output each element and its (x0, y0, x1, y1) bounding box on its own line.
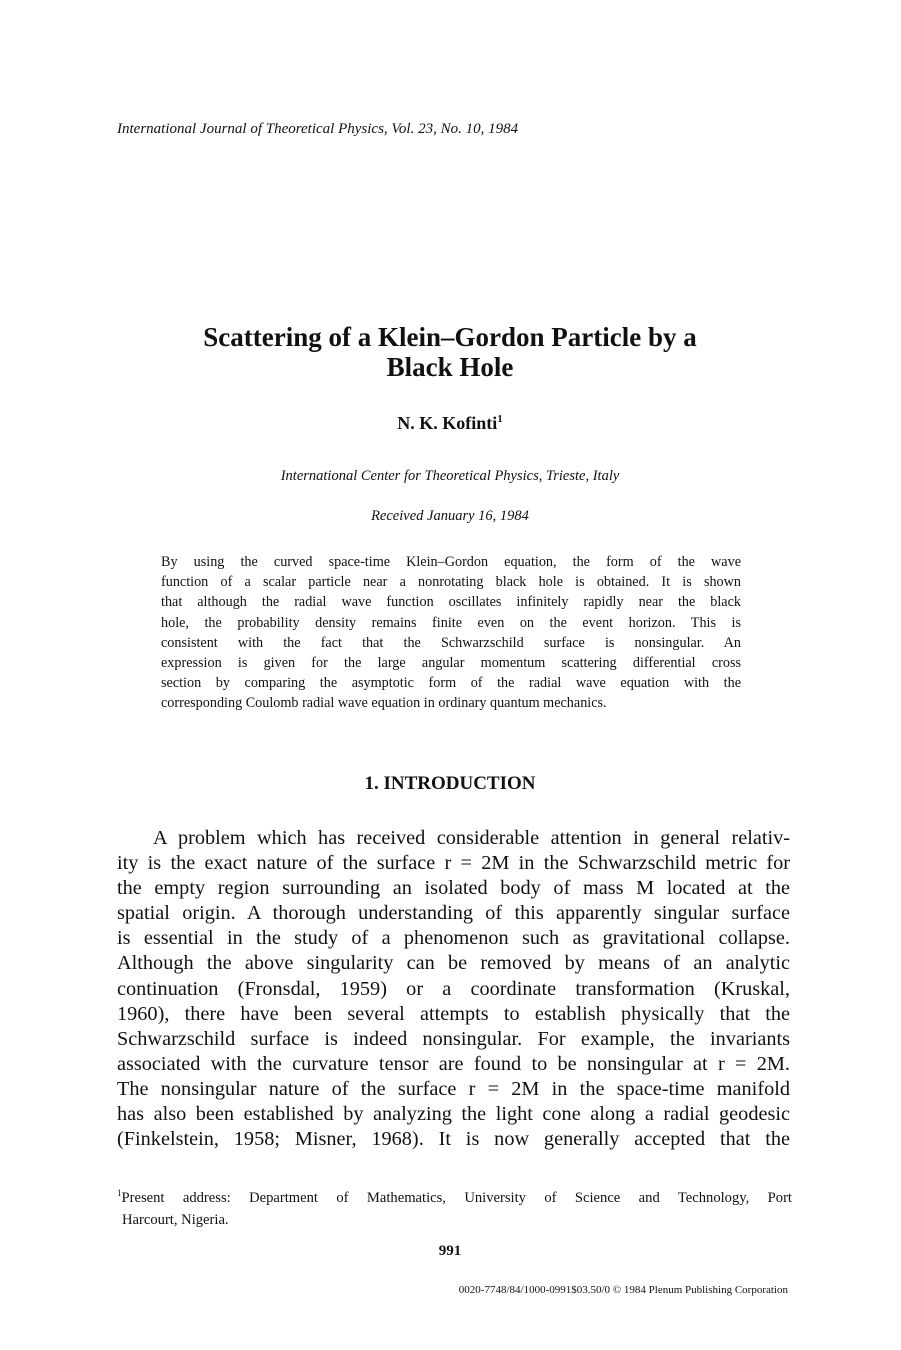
body-line: 1960), there have been several attempts to establish physically that the (117, 1002, 790, 1025)
footnote-line-2: Harcourt, Nigeria. (122, 1211, 229, 1228)
author-affiliation: International Center for Theoretical Physics, Trieste, Italy (280, 468, 620, 484)
author-footnote-mark: 1 (497, 413, 503, 425)
body-line: ity is the exact nature of the surface r = 2M in the Schwarzschild metric for (117, 852, 790, 875)
body-line: the empty region surrounding an isolated body of mass M located at the (117, 877, 790, 900)
footnote-text: Present address: Department of Mathematics, University of Science and Technology, Port (121, 1189, 792, 1206)
footnote-line-1 (117, 1182, 792, 1209)
abstract-line: that although the radial wave function oscillates infinitely rapidly near the black (161, 594, 741, 611)
footnote (117, 1182, 792, 1231)
body-line: associated with the curvature tensor are found to be nonsingular at r = 2M. (117, 1052, 790, 1075)
paper-title-line-2: Black Hole (386, 352, 514, 382)
paper-title (100, 322, 800, 382)
abstract-line: function of a scalar particle near a nonrotating black hole is obtained. It is shown (161, 574, 741, 591)
body-line: The nonsingular nature of the surface r = 2M in the space-time manifold (117, 1077, 790, 1100)
received-date: Received January 16, 1984 (371, 508, 529, 524)
page-number: 991 (438, 1243, 462, 1259)
body-line: has also been established by analyzing the light cone along a radial geodesic (117, 1103, 790, 1126)
abstract-line: corresponding Coulomb radial wave equation in ordinary quantum mechanics. (161, 695, 607, 712)
body-line: (Finkelstein, 1958; Misner, 1968). It is now generally accepted that the (117, 1128, 790, 1151)
abstract-line: hole, the probability density remains finite even on the event horizon. This is (161, 614, 741, 631)
body-line: continuation (Fronsdal, 1959) or a coordinate transformation (Kruskal, (117, 977, 790, 1000)
journal-citation: International Journal of Theoretical Physics, Vol. 23, No. 10, 1984 (117, 121, 519, 137)
abstract (161, 552, 741, 714)
abstract-line: consistent with the fact that the Schwarzschild surface is nonsingular. An (161, 634, 741, 651)
body-line: Schwarzschild surface is indeed nonsingular. For example, the invariants (117, 1027, 790, 1050)
abstract-line: expression is given for the large angular momentum scattering differential cross (161, 655, 741, 672)
body-line: spatial origin. A thorough understanding of this apparently singular surface (117, 902, 790, 925)
section-heading: 1. INTRODUCTION (364, 773, 536, 794)
author-name: N. K. Kofinti (397, 413, 498, 433)
body-line: is essential in the study of a phenomenon such as gravitational collapse. (117, 927, 790, 950)
body-line: Although the above singularity can be removed by means of an analytic (117, 952, 790, 975)
body-line: A problem which has received considerable attention in general relativ- (153, 827, 790, 849)
footnote-mark: 1 (117, 1188, 122, 1198)
author (100, 413, 800, 434)
abstract-line: By using the curved space-time Klein–Gordon equation, the form of the wave (161, 554, 741, 570)
abstract-line: section by comparing the asymptotic form of the radial wave equation with the (161, 675, 741, 692)
copyright-line: 0020-7748/84/1000-0991$03.50/0 © 1984 Plenum Publishing Corporation (458, 1284, 788, 1296)
paper-title-line-1: Scattering of a Klein–Gordon Particle by a (203, 322, 697, 352)
introduction-body (117, 826, 790, 1152)
